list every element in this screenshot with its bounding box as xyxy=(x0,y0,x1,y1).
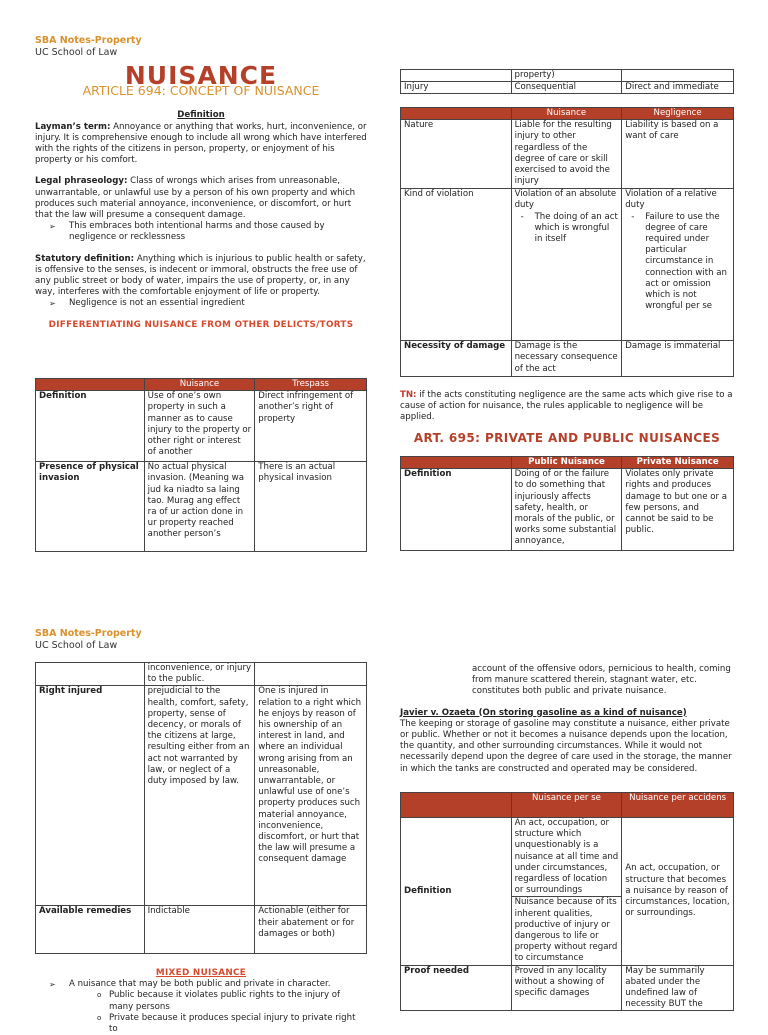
table-row xyxy=(36,391,367,462)
table-header-row xyxy=(36,379,367,391)
table-cell: Actionable (either for their abatement or for damages or both) xyxy=(255,906,367,954)
table-cell: May be summarily abated under the undefined law of necessity BUT the xyxy=(622,965,734,1011)
page-header xyxy=(35,35,142,59)
legal-label: Legal phraseology: xyxy=(35,176,128,187)
table-header-row xyxy=(401,108,734,120)
header-line1: SBA Notes-Property xyxy=(35,35,142,46)
table-cell: Use of one’s own property in such a manner as to cause injury to the property or other right or interest of another xyxy=(144,391,255,462)
definition-heading: Definition xyxy=(177,110,225,121)
table-header-cell xyxy=(401,457,512,469)
table-header-row xyxy=(401,793,734,818)
table-cell: prejudicial to the health, comfort, safety, property, sense of decency, or morals of the citizens at large, resulting either from an act not warranted by law, or neglect of a duty imposed by law. xyxy=(144,686,255,906)
table-cell: Liability is based on a want of care xyxy=(622,120,734,189)
table-row xyxy=(401,341,734,377)
legal-paragraph xyxy=(35,176,367,221)
table-cell: An act, occupation, or structure that becomes a nuisance by reason of circumstances, location, or surroundings. xyxy=(622,818,734,966)
table-header-cell: Negligence xyxy=(622,108,734,120)
mixed-bullet: ➢ A nuisance that may be both public and private in character. xyxy=(35,979,367,990)
layman-text: Annoyance or anything that works, hurt, inconvenience, or injury. It is comprehensive enough to include all wrong which have interfered with the rights of the citizens in person, property, or enjoyment of his property or his comfort. xyxy=(35,121,367,166)
layman-label: Layman’s term: xyxy=(35,121,111,132)
cell-main-text: Violation of a relative duty xyxy=(625,189,717,211)
table-header-cell: Nuisance per accidens xyxy=(622,793,734,818)
table-cell: One is injured in relation to a right which he enjoys by reason of his ownership of an interest in land, and where an individual wrong arising from an unreasonable, unwarrantable, or unlawful use of one’s property produces such material annoyance, inconvenience, discomfort, or hurt that the law will presume a consequent damage xyxy=(255,686,367,906)
row-label: Injury xyxy=(401,82,512,94)
table-row xyxy=(36,462,367,552)
case-text: The keeping or storage of gasoline may constitute a nuisance, either private or public. Whether or not it becomes a nuisance depends upon the location, the quantity, and other surrounding circumstances. While it would not necessarily depend upon the degree of care used in the storage, the manner in which the tanks are constructed and operated may be considered. xyxy=(400,718,732,774)
table-row xyxy=(401,818,734,966)
header-line2: UC School of Law xyxy=(35,47,118,58)
table-row xyxy=(401,82,734,94)
mixed-nuisance-section xyxy=(35,968,367,1035)
table-cell xyxy=(511,818,622,966)
left-column xyxy=(35,61,367,331)
table-cell xyxy=(401,70,512,82)
public-private-table-continued xyxy=(35,662,367,954)
table-cell: Proved in any locality without a showing of specific damages xyxy=(511,965,622,1011)
per-se-table xyxy=(400,792,734,1011)
tn-label: TN: xyxy=(400,390,417,400)
table-header-cell xyxy=(401,793,512,818)
header-line1: SBA Notes-Property xyxy=(35,628,142,639)
right-column-text xyxy=(400,390,734,444)
legal-bullet: ➢ This embraces both intentional harms and those caused by negligence or recklessness xyxy=(35,221,367,243)
right-column-text xyxy=(400,664,734,775)
legal-text: Class of wrongs which arises from unreasonable, unwarrantable, or unlawful use by a person of his own property and which produces such material annoyance, inconvenience, or discomfort, or hurt that the law will presume a consequent damage. xyxy=(35,176,356,221)
mixed-sub-item: o Private because it produces special injury to private right to xyxy=(35,1013,367,1035)
table-row xyxy=(401,70,734,82)
tn-text: if the acts constituting negligence are the same acts which give rise to a cause of action for nuisance, the rules applicable to negligence will be applied. xyxy=(400,390,733,423)
table-header-cell: Public Nuisance xyxy=(511,457,622,469)
mixed-sub-item: o Public because it violates public rights to the injury of many persons xyxy=(35,990,367,1012)
row-label: Nature xyxy=(401,120,512,189)
row-label: Definition xyxy=(401,469,512,551)
table-header-cell: Nuisance xyxy=(511,108,622,120)
table-cell: Damage is immaterial xyxy=(622,341,734,377)
table-cell: Direct and immediate xyxy=(622,82,734,94)
table-row xyxy=(401,120,734,189)
table-cell: inconvenience, or injury to the public. xyxy=(144,663,255,686)
layman-paragraph xyxy=(35,122,367,167)
case-title: Javier v. Ozaeta (On storing gasoline as a kind of nuisance) xyxy=(400,707,687,718)
table-cell: No actual physical invasion. (Meaning wa jud ka niadto sa laing tao. Murag ang effect ra of ur action done in ur property reached another person’s xyxy=(144,462,255,552)
row-label: Definition xyxy=(401,818,512,966)
table-row xyxy=(36,686,367,906)
row-label: Definition xyxy=(36,391,145,462)
table-header-cell: Trespass xyxy=(255,379,367,391)
row-label: Necessity of damage xyxy=(401,341,512,377)
statutory-label: Statutory definition: xyxy=(35,253,135,264)
cell-sub-item: - Failure to use the degree of care required under particular circumstance in connection with an act or omission which is not wrongful per se xyxy=(625,212,730,313)
row-label: Kind of violation xyxy=(401,189,512,341)
table-cell xyxy=(36,663,145,686)
table-cell: Indictable xyxy=(144,906,255,954)
table-cell xyxy=(511,189,622,341)
table-row xyxy=(36,663,367,686)
table-cell: property) xyxy=(511,70,622,82)
table-cell xyxy=(255,663,367,686)
table-cell: Consequential xyxy=(511,82,622,94)
mixed-nuisance-heading: MIXED NUISANCE xyxy=(155,968,247,978)
article-694-heading: ARTICLE 694: CONCEPT OF NUISANCE xyxy=(82,83,320,99)
row-label: Presence of physical invasion xyxy=(36,462,145,552)
statutory-text: Anything which is injurious to public health or safety, is offensive to the senses, is indecent or immoral, obstructs the free use of any public street or body of water, impairs the use of property, or, in any way, interferes with the comfortable enjoyment of life or property. xyxy=(35,253,366,298)
trespass-table xyxy=(35,378,367,552)
page-gap xyxy=(0,600,768,618)
table-header-cell xyxy=(36,379,145,391)
article-695-heading: ART. 695: PRIVATE AND PUBLIC NUISANCES xyxy=(413,430,721,445)
table-row xyxy=(401,965,734,1011)
cell-main-text: Violation of an absolute duty xyxy=(514,189,617,211)
row-label: Available remedies xyxy=(36,906,145,954)
table-row xyxy=(401,469,734,551)
row-label: Right injured xyxy=(36,686,145,906)
cell-sub-item: - The doing of an act which is wrongful in itself xyxy=(515,212,619,246)
table-cell: Damage is the necessary consequence of the act xyxy=(511,341,622,377)
tn-paragraph xyxy=(400,390,734,424)
table-header-row xyxy=(401,457,734,469)
table-cell: Doing of or the failure to do something that injuriously affects safety, health, or morals of the public, or works some substantial annoyance, xyxy=(511,469,622,551)
table-cell: Liable for the resulting injury to other regardless of the degree of care or skill exercised to avoid the injury xyxy=(511,120,622,189)
table-cell: Violates only private rights and produces damage to but one or a few persons, and cannot be said to be public. xyxy=(622,469,734,551)
table-cell: Direct infringement of another’s right of property xyxy=(255,391,367,462)
page-title: NUISANCE xyxy=(124,61,278,90)
public-private-table xyxy=(400,456,734,551)
continued-paragraph: account of the offensive odors, pernicious to health, coming from manure scattered therein, stagnant water, etc. constitutes both public and private nuisance. xyxy=(472,664,731,697)
table-row xyxy=(401,189,734,341)
table-header-cell: Nuisance xyxy=(144,379,255,391)
page-header xyxy=(35,628,142,652)
table-row xyxy=(36,906,367,954)
row-label: Proof needed xyxy=(401,965,512,1011)
negligence-table xyxy=(400,107,734,377)
page-2 xyxy=(0,618,768,1035)
cell-part: An act, occupation, or structure which unquestionably is a nuisance at all time and under circumstances, regardless of location or surroundings xyxy=(512,818,622,897)
table-header-cell: Private Nuisance xyxy=(622,457,734,469)
table-header-cell xyxy=(401,108,512,120)
table-header-cell: Nuisance per se xyxy=(511,793,622,818)
header-line2: UC School of Law xyxy=(35,640,118,651)
trespass-table-continued xyxy=(400,69,734,94)
cell-part: Nuisance because of its inherent qualities, productive of injury or dangerous to life or property without regard to circumstance xyxy=(514,897,618,964)
table-cell xyxy=(622,189,734,341)
statutory-paragraph xyxy=(35,254,367,299)
table-cell: There is an actual physical invasion xyxy=(255,462,367,552)
table-cell xyxy=(622,70,734,82)
diff-heading: DIFFERENTIATING NUISANCE FROM OTHER DELICTS/TORTS xyxy=(48,319,354,330)
statutory-bullet: ➢ Negligence is not an essential ingredient xyxy=(35,298,367,309)
